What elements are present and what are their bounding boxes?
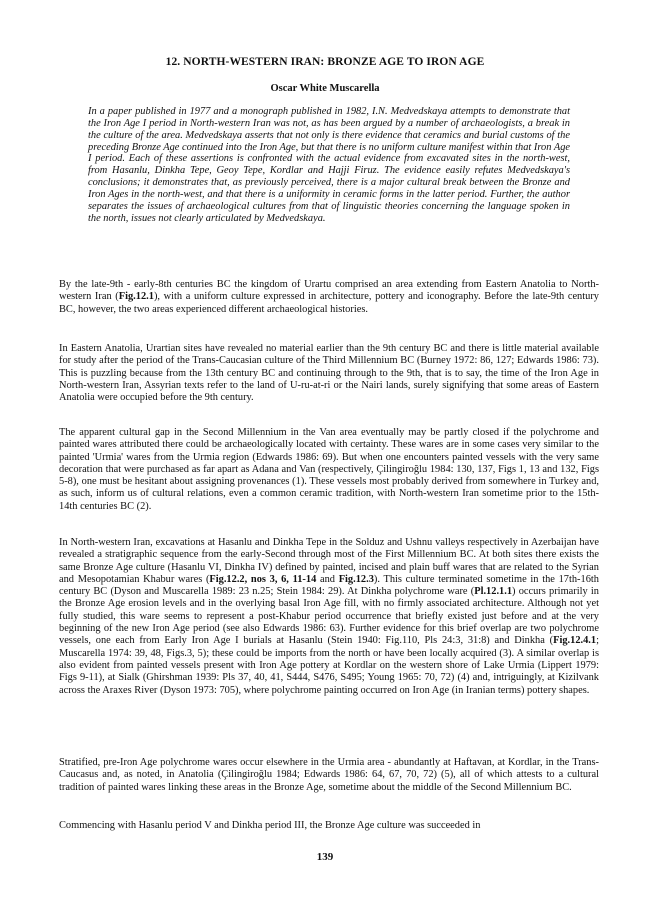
- paragraph-text: ) occurs primarily in the Bronze Age erosion levels and in the overlying basal Iron Age fill, with no firmly associated architecture. Although not yet fully studied, this ware seems to represent a post-Khabur period occurrence that briefly existed just before and at the very beginning of the new Iron Age period (see also Edwards 1986: 63). Further evidence for this brief overlap are two polychrome vessels, one each from Early Iron Age I burials at Hasanlu (Stein 1940: Fig.110, Pls 24:3, 31:8) and Dinkha (: [59, 586, 599, 647]
- body-paragraph-1: [59, 279, 599, 316]
- paragraph-text: In North-western Iran, excavations at Hasanlu and Dinkha Tepe in the Solduz and Ushnu valleys respectively in Azerbaijan have revealed a stratigraphic sequence from the early-Second through most of the First Millennium BC. At both sites there exists the same Bronze Age culture (Hasanlu VI, Dinkha IV) defined by painted, incised and plain buff wares that are related to the Syrian and Mesopotamian Khabur wares (: [59, 537, 599, 585]
- body-paragraph-6: Commencing with Hasanlu period V and Dinkha period III, the Bronze Age culture was succeeded in: [59, 820, 481, 831]
- figure-reference: Fig.12.3: [338, 573, 374, 585]
- author-name: Oscar White Muscarella: [270, 83, 380, 94]
- body-paragraph-5: Stratified, pre-Iron Age polychrome wares occur elsewhere in the Urmia area - abundantly at Haftavan, at Kordlar, in the Trans-Caucasus and, as noted, in Anatolia (Çilingiroğlu 1984; Edwards 1986: 64, 67, 70, 72) (5), all of which attests to a cultural tradition of painted wares linking these areas in the Bronze Age, sometime about the middle of the Second Millennium BC.: [59, 757, 599, 793]
- plate-reference: Pl.12.1.1: [474, 586, 513, 598]
- figure-reference: Fig.12.1: [118, 291, 154, 303]
- paragraph-text: ; Muscarella 1974: 39, 48, Figs.3, 5); these could be imports from the north or have been locally acquired (3). A similar overlap is also evident from painted vessels present with Iron Age pottery at Kordlar on the western shore of Lake Urmia (Lippert 1979: Figs 9-11), at Sialk (Ghirshman 1939: Pls 37, 40, 41, S444, S476, S495; Young 1965: 70, 72) (4) and, intriguingly, at Kizilvank across the Araxes River (Dyson 1973: 705), where polychrome painting occurred on Iron Age (in Iranian terms) pottery shapes.: [59, 635, 599, 696]
- paragraph-text: By the late-9th - early-8th centuries BC the kingdom of Urartu comprised an area extending from Eastern Anatolia to North-western Iran (: [59, 279, 599, 303]
- chapter-title: 12. NORTH-WESTERN IRAN: BRONZE AGE TO IRON AGE: [165, 56, 485, 68]
- paragraph-text: ). This culture terminated sometime in the 17th-16th century BC (Dyson and Muscarella 1989: 23 n.25; Stein 1984: 29). At Dinkha polychrome ware (: [59, 573, 599, 598]
- abstract: In a paper published in 1977 and a monograph published in 1982, I.N. Medvedskaya attempts to demonstrate that the Iron Age I period in North-western Iran was not, as has been argued by a number of archaeologists, a break in the culture of the area. Medvedskaya asserts that not only is there evidence that ceramics and burial customs of the preceding Bronze Age continued into the Iron Age, but that there is no uniform culture manifest within that Iron Age I period. Each of these assertions is confronted with the actual evidence from excavated sites in the north-west, from Hasanlu, Dinkha Tepe, Geoy Tepe, Kordlar and Hajji Firuz. The evidence easily refutes Medvedskaya's conclusions; it demonstrates that, as previously perceived, there is a major cultural break between the Bronze and Iron Ages in the north-west, and that there is a uniformity in ceramic forms in the latter period. Further, the author separates the issues of archaeological cultures from that of linguistic theories concerning the language spoken in the north, issues not clearly articulated by Medvedskaya.: [88, 106, 570, 224]
- body-paragraph-3: The apparent cultural gap in the Second Millennium in the Van area eventually may be partly closed if the polychrome and painted wares attributed there could be archaeologically located with certainty. These wares are in some cases very similar to the painted 'Urmia' wares from the Urmia region (Edwards 1986: 69). But when one encounters painted vessels with the very same decoration that were purchased as far apart as Adana and Van (respectively, Çilingiroğlu 1984: 130, 137, Figs 1, 13 and 132, Figs 5-8), one must be hesitant about assigning provenances (1). These vessels most probably derived from somewhere in Turkey and, as such, inform us of cultural relations, even a common ceramic tradition, with North-western Iran sometime prior to the 15th-14th centuries BC (2).: [59, 427, 599, 512]
- figure-reference: Fig.12.4.1: [553, 635, 597, 647]
- paragraph-text: ), with a uniform culture expressed in architecture, pottery and iconography. Before the late-9th century BC, however, the two areas experienced different archaeological histories.: [59, 291, 599, 315]
- figure-reference: Fig.12.2, nos 3, 6, 11-14: [209, 573, 317, 585]
- body-paragraph-4: [59, 537, 599, 697]
- paragraph-text: and: [316, 573, 339, 585]
- body-paragraph-2: In Eastern Anatolia, Urartian sites have revealed no material earlier than the 9th century BC and there is little material available for study after the period of the Trans-Caucasian culture of the Third Millennium BC (Burney 1972: 86, 127; Edwards 1986: 73). This is puzzling because from the 13th century BC and continuing through to the 9th, that is to say, the time of the Iron Age in North-western Iran, Assyrian texts refer to the land of U-ru-at-ri or the Nairi lands, surely signifying that some areas of Eastern Anatolia were occupied before the 9th century.: [59, 343, 599, 404]
- page-number: 139: [316, 851, 334, 863]
